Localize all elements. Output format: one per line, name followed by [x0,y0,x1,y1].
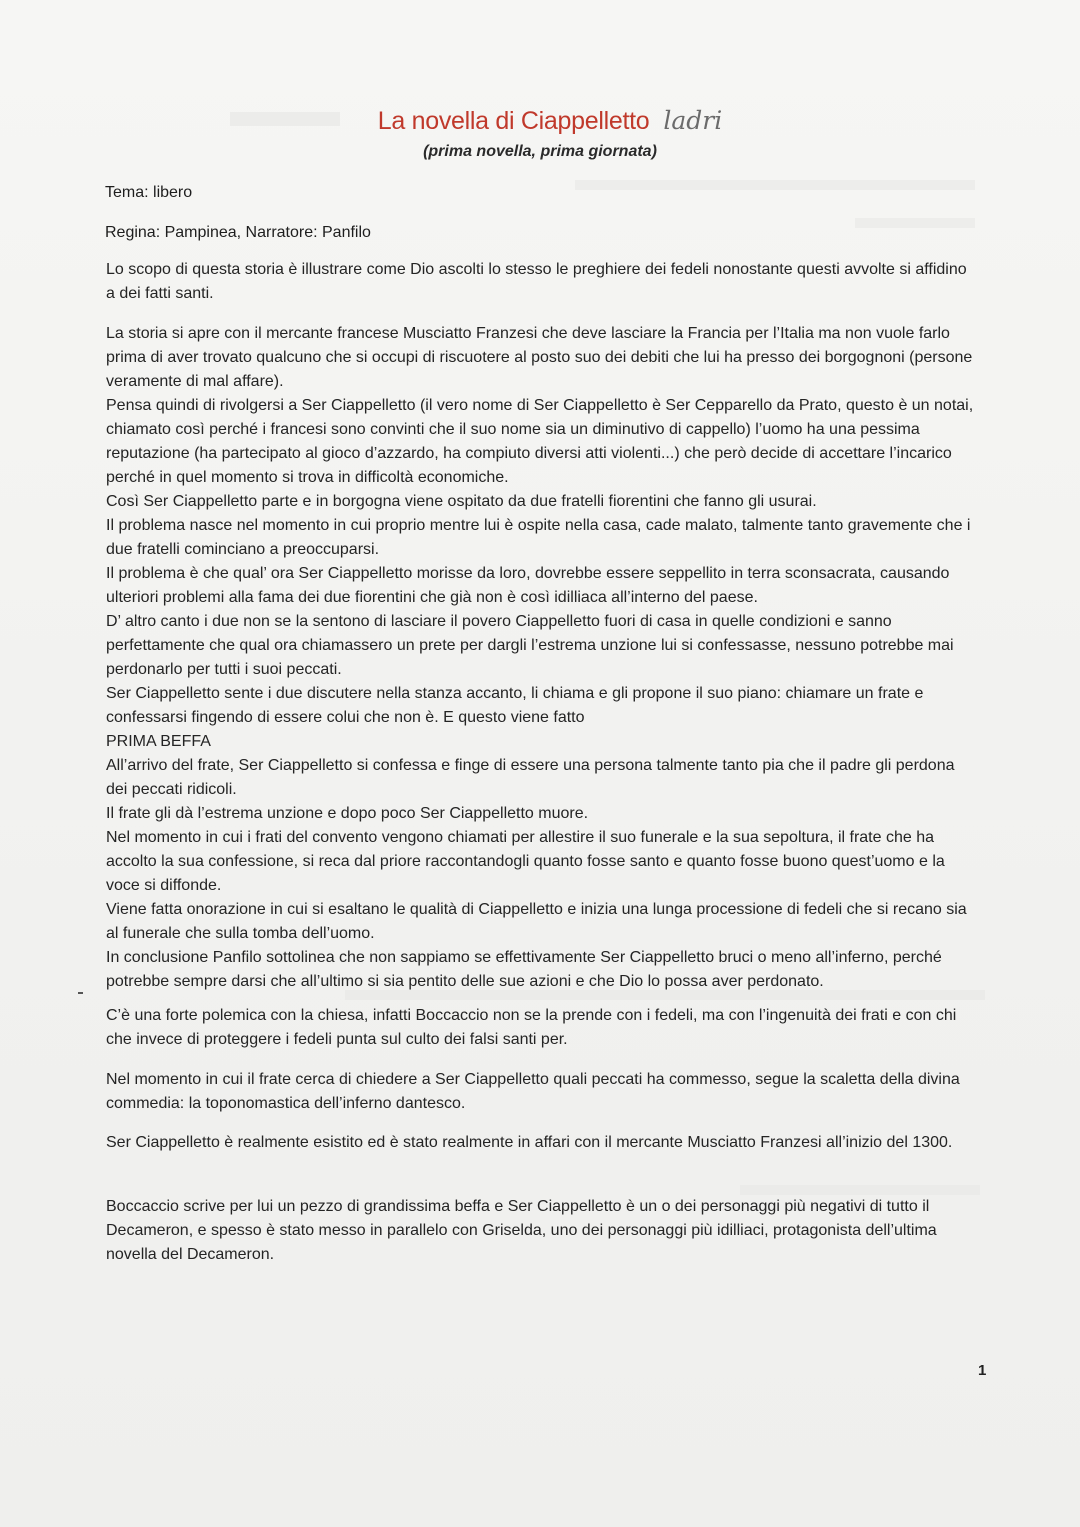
handwritten-note: ladri [663,106,723,135]
story-paragraph: Pensa quindi di rivolgersi a Ser Ciappelletto (il vero nome di Ser Ciappelletto è Ser Cepparello da Prato, questo è un notai, chiamato così perché i francesi sono convinti che il suo nome sia un diminutivo di cappello) l’uomo ha una pessima reputazione (ha partecipato al gioco d’azzardo, ha compiuto diversi atti violenti...) che però decide di accettare l’incarico perché in quel momento si trova in difficoltà economiche. [106,397,974,486]
story-paragraph: La storia si apre con il mercante francese Musciatto Franzesi che deve lasciare la Francia per l’Italia ma non vuole farlo prima di aver trovato qualcuno che si occupi di riscuotere al posto suo dei debiti che lui ha presso dei borgognoni (persone veramente di mal affare). [106,325,973,390]
title-block [0,106,1080,136]
tema-line: Tema: libero [105,184,193,201]
bleed-through-shadow [740,1185,980,1195]
story-paragraph: In conclusione Panfilo sottolinea che non sappiamo se effettivamente Ser Ciappelletto bruci o meno all’inferno, perché potrebbe sempre darsi che all’ultimo si sia pentito delle sue azioni e che Dio lo possa aver perdonato. [106,949,942,990]
bleed-through-shadow [855,218,975,228]
story-paragraph: Così Ser Ciappelletto parte e in borgogna viene ospitato da due fratelli fiorentini che fanno gli usurai. [106,493,817,510]
story-paragraph: Il problema è che qual’ ora Ser Ciappelletto morisse da loro, dovrebbe essere seppellito in terra sconsacrata, causando ulteriori problemi alla fama dei due fiorentini che già non è così idilliaca all’interno del paese. [106,565,950,606]
polemic-paragraph [106,1004,978,1052]
history-paragraph [106,1131,978,1155]
closing-paragraph [106,1195,978,1267]
confession-paragraph [106,1068,978,1116]
story-heading-prima-beffa: PRIMA BEFFA [106,733,211,750]
confession-text: Nel momento in cui il frate cerca di chiedere a Ser Ciappelletto quali peccati ha commesso, segue la scaletta della divina commedia: la toponomastica dell’inferno dantesco. [106,1071,960,1112]
story-paragraph: Il frate gli dà l’estrema unzione e dopo poco Ser Ciappelletto muore. [106,805,589,822]
story-paragraph: Viene fatta onorazione in cui si esaltano le qualità di Ciappelletto e inizia una lunga processione di fedeli che si recano sia al funerale che sulla tomba dell’uomo. [106,901,967,942]
pen-mark [78,992,83,994]
bleed-through-shadow [575,180,975,190]
closing-text: Boccaccio scrive per lui un pezzo di grandissima beffa e Ser Ciappelletto è un o dei personaggi più negativi di tutto il Decameron, e spesso è stato messo in parallelo con Griselda, uno dei personaggi più idilliaci, protagonista dell’ultima novella del Decameron. [106,1198,937,1263]
story-section [106,322,978,994]
story-paragraph: Ser Ciappelletto sente i due discutere nella stanza accanto, li chiama e gli propone il suo piano: chiamare un frate e confessarsi fingendo di essere colui che non è. E questo viene fatto [106,685,924,726]
page-number: 1 [978,1362,987,1379]
regina-line: Regina: Pampinea, Narratore: Panfilo [105,224,371,241]
document-title: La novella di Ciappelletto [377,107,650,135]
document-subtitle: (prima novella, prima giornata) [423,143,657,160]
polemic-text: C’è una forte polemica con la chiesa, infatti Boccaccio non se la prende con i fedeli, ma con l’ingenuità dei frati e con chi che invece di proteggere i fedeli punta sul culto dei falsi santi per. [106,1007,957,1048]
intro-text: Lo scopo di questa storia è illustrare come Dio ascolti lo stesso le preghiere dei fedeli nonostante questi avvolte si affidino a dei fatti santi. [106,261,967,302]
history-text: Ser Ciappelletto è realmente esistito ed è stato realmente in affari con il mercante Musciatto Franzesi all’inizio del 1300. [106,1134,953,1151]
story-paragraph: Nel momento in cui i frati del convento vengono chiamati per allestire il suo funerale e la sua sepoltura, il frate che ha accolto la sua confessione, si reca dal priore raccontandogli quanto fosse santo e quanto fosse buono quest’uomo e la voce si diffonde. [106,829,945,894]
story-paragraph: D’ altro canto i due non se la sentono di lasciare il povero Ciappelletto fuori di casa in quelle condizioni e sanno perfettamente che qual ora chiamassero un prete per dargli l’estrema unzione lui si confessasse, nessuno potrebbe mai perdonarlo per tutti i suoi peccati. [106,613,954,678]
story-paragraph: Il problema nasce nel momento in cui proprio mentre lui è ospite nella casa, cade malato, talmente tanto gravemente che i due fratelli cominciano a preoccuparsi. [106,517,971,558]
intro-paragraph [106,258,978,306]
story-paragraph: All’arrivo del frate, Ser Ciappelletto si confessa e finge di essere una persona talmente tanto pia che il padre gli perdona dei peccati ridicoli. [106,757,955,798]
